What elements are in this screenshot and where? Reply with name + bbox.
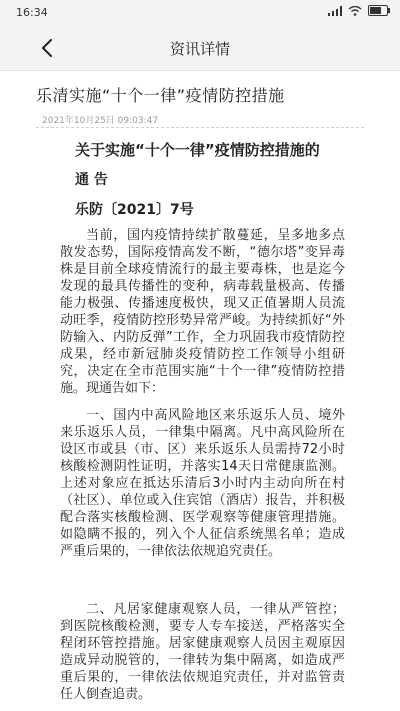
- article-content[interactable]: [0, 71, 400, 711]
- article-headline: 乐清实施“十个一律”疫情防控措施: [36, 86, 285, 105]
- wifi-icon: [348, 6, 362, 16]
- nav-bar: [0, 26, 400, 71]
- article-paragraph: 二、凡居家健康观察人员，一律从严管控；到医院核酸检测，要专人专车接送，严格落实全程闭环管控措施。居家健康观察人员因主观原因造成异动脱管的，一律转为集中隔离，如造成严重后果的，一律依法依规追究责任，并对监管责任人倒查追责。: [60, 602, 345, 702]
- divider: [36, 127, 364, 128]
- document-subtitle: 通 告: [75, 172, 108, 188]
- page-title: 资讯详情: [169, 40, 230, 58]
- battery-icon: [368, 5, 388, 16]
- article-timestamp: 2021年10月25日 09:03:47: [42, 116, 159, 126]
- article-paragraph: 一、国内中高风险地区来乐返乐人员、境外来乐返乐人员，一律集中隔离。凡中高风险所在设区市或县（市、区）来乐返乐人员需持72小时核酸检测阴性证明，并落实14天日常健康监测。上述对象应在抵达乐清后3小时内主动向所在村（社区）、单位或入住宾馆（酒店）报告，并积极配合落实核酸检测、医学观察等健康管理措施。如隐瞒不报的，列入个人征信系统黑名单；造成严重后果的，一律依法依规追究责任。: [60, 408, 345, 559]
- document-number: 乐防〔2021〕7号: [75, 202, 194, 218]
- status-bar: [0, 0, 400, 26]
- signal-icon: [328, 6, 342, 16]
- article-paragraph: 当前，国内疫情持续扩散蔓延，呈多地多点散发态势，国际疫情高发不断，“德尔塔”变异毒株是目前全球疫情流行的最主要毒株，也是迄今发现的最具传播性的变种，病毒载量极高、传播能力极强、传播速度极快，现又正值暑期人员流动旺季，疫情防控形势异常严峻。为持续抓好“外防输入、内防反弹”工作，全力巩固我市疫情防控成果，经市新冠肺炎疫情防控工作领导小组研究，决定在全市范围实施“十个一律”疫情防控措施。现通告如下：: [60, 228, 345, 396]
- status-icons: [328, 5, 388, 16]
- status-time: 16:34: [16, 6, 48, 19]
- document-title: 关于实施“十个一律”疫情防控措施的: [75, 141, 320, 159]
